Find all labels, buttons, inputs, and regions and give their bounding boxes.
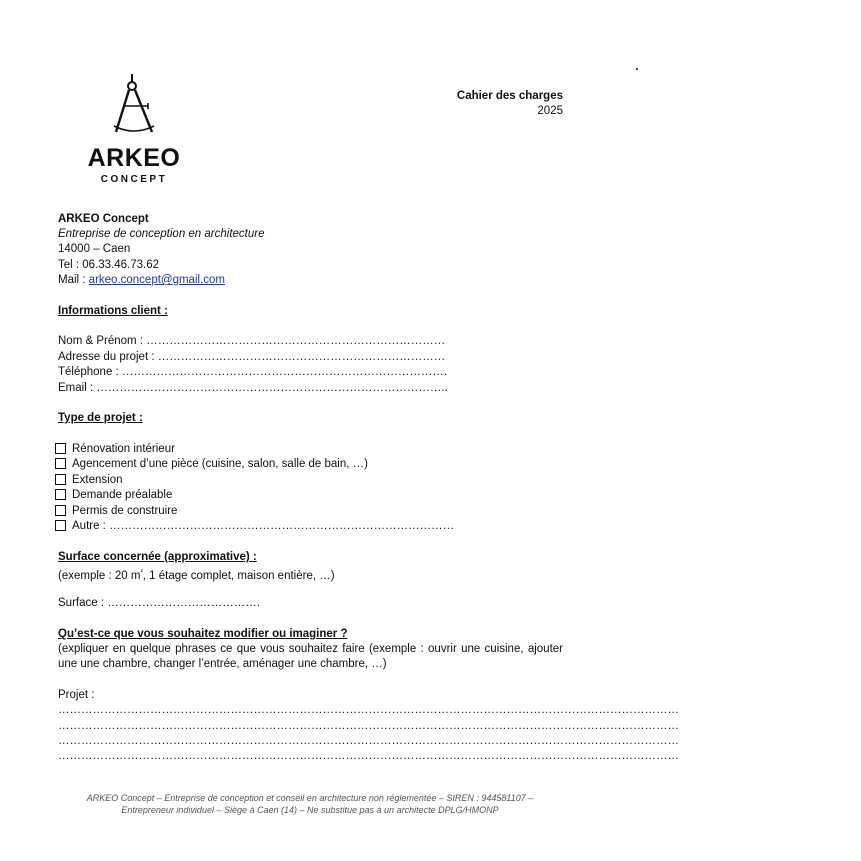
modifier-description: (expliquer en quelque phrases ce que vous souhaitez faire (exemple : ouvrir une cuisine, ajouter une une chambre, changer l’entrée, aménager une chambre, …): [58, 643, 563, 670]
mail-label: Mail :: [58, 274, 89, 286]
document-header: [457, 89, 563, 119]
option-autre[interactable]: Autre : ………………………………………………………………………………: [58, 519, 440, 534]
surface-heading: Surface concernée (approximative) :: [58, 551, 257, 563]
company-mail-row: [58, 273, 225, 288]
projet-line-4[interactable]: ………………………………………………………………………………………………………………………………………………: [58, 750, 679, 762]
projet-line-3[interactable]: ………………………………………………………………………………………………………………………………………………: [58, 735, 679, 747]
modifier-heading: Qu’est-ce que vous souhaitez modifier ou imaginer ?: [58, 628, 348, 640]
checkbox[interactable]: [55, 505, 66, 516]
projet-label: Projet :: [58, 689, 95, 701]
company-logo: [82, 72, 186, 188]
footer-line-1: ARKEO Concept – Entreprise de conception et conseil en architecture non réglementée – SIREN : 944581107 –: [86, 793, 534, 803]
company-city: 14000 – Caen: [58, 243, 131, 255]
option-permis[interactable]: Permis de construire: [58, 504, 163, 519]
option-agencement[interactable]: Agencement d’une pièce (cuisine, salon, salle de bain, …): [58, 457, 354, 472]
document-year: 2025: [537, 105, 563, 117]
logo-subtitle: CONCEPT: [100, 174, 168, 185]
company-name: ARKEO Concept: [58, 213, 149, 225]
company-phone: Tel : 06.33.46.73.62: [58, 259, 160, 271]
surface-field[interactable]: Surface : ………………………………….: [58, 597, 260, 609]
option-demande-prealable[interactable]: Demande préalable: [58, 488, 158, 503]
checkbox[interactable]: [55, 489, 66, 500]
logo-wordmark: ARKEO: [87, 144, 181, 172]
client-name-field[interactable]: Nom & Prénom : ……………………………………………………………………: [58, 335, 446, 347]
document-title: Cahier des charges: [456, 90, 563, 102]
option-extension[interactable]: Extension: [58, 473, 109, 488]
stray-dot: [636, 68, 638, 70]
footer-line-2: Entrepreneur individuel – Siège à Caen (14) – Ne substitue pas à un architecte DPLG/HMONP: [121, 805, 499, 815]
checkbox[interactable]: [55, 474, 66, 485]
checkbox[interactable]: [55, 458, 66, 469]
page-footer: [0, 792, 620, 816]
projet-line-2[interactable]: ………………………………………………………………………………………………………………………………………………: [58, 720, 679, 732]
mail-link[interactable]: arkeo.concept@gmail.com: [88, 274, 225, 286]
company-tagline: Entreprise de conception en architecture: [58, 228, 265, 240]
client-heading: Informations client :: [58, 305, 168, 317]
projet-line-1[interactable]: ………………………………………………………………………………………………………………………………………………: [58, 704, 679, 716]
surface-example: (exemple : 20 $m^{^2}$, 1 étage complet, maison entière, …): [58, 569, 335, 582]
checkbox[interactable]: [55, 520, 66, 531]
client-phone-field[interactable]: Téléphone : ………………………………………………………………………….: [58, 366, 448, 378]
project-type-heading: Type de projet :: [58, 412, 143, 424]
option-renovation[interactable]: Rénovation intérieur: [58, 442, 161, 457]
client-address-field[interactable]: Adresse du projet : …………………………………………………………………: [58, 351, 446, 363]
checkbox[interactable]: [55, 443, 66, 454]
compass-icon: [110, 72, 158, 140]
client-email-field[interactable]: Email : ………………………………………………………………………………..: [58, 382, 448, 394]
